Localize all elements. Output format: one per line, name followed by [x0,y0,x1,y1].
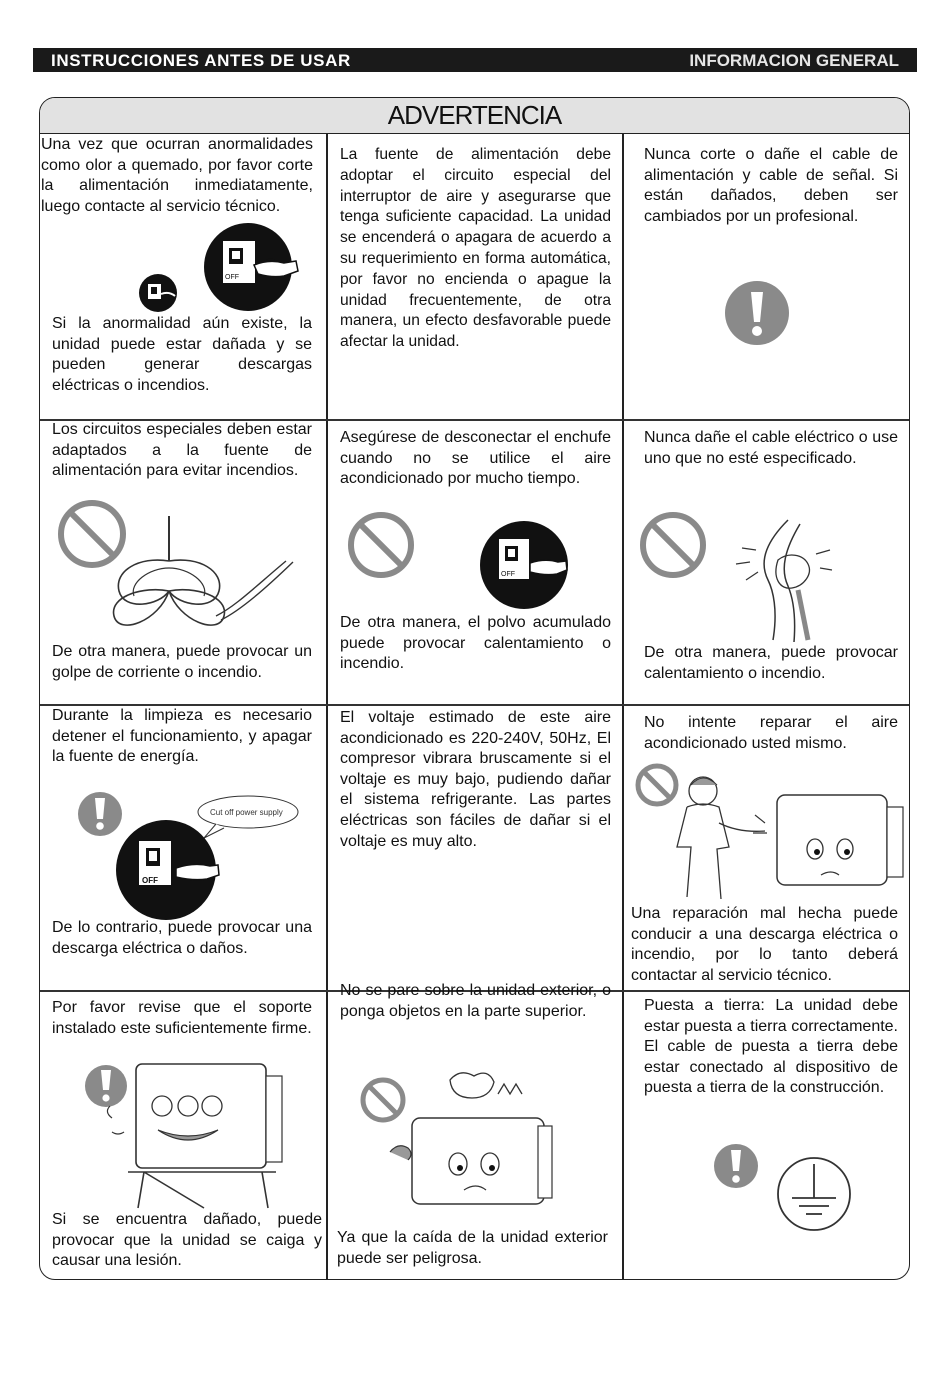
r2c2-text2: De otra manera, el polvo acumulado puede provocar calentamiento o incendio. [340,614,611,673]
warning-title: ADVERTENCIA [40,98,909,134]
column-divider [622,133,624,1280]
r1c1-text2: Si la anormalidad aún existe, la unidad puede estar dañada y se pueden generar descargas eléctricas o incendios. [52,315,312,394]
no-standing-on-unit-illustration [350,1060,560,1210]
page-header [33,48,917,72]
r3c3-text2: Una reparación mal hecha puede conducir a una descarga eléctrica o incendio, por lo tanto deberá contactar al servicio técnico. [631,905,898,984]
damaged-cable-illustration [638,510,848,645]
header-left-title: INSTRUCCIONES ANTES DE USAR [51,51,351,70]
r4c1-text: Por favor revise que el soporte instalado este suficientemente firme. [52,999,312,1037]
ground-symbol-illustration [712,1142,862,1238]
column-divider [326,133,328,1280]
r2c1-text: Los circuitos especiales deben estar adaptados a la fuente de alimentación para evitar incendios. [52,421,312,480]
r2c3-text2: De otra manera, puede provocar calentamiento o incendio. [644,644,898,682]
r2c3-text: Nunca dañe el cable eléctrico o use uno que no esté especificado. [644,429,898,467]
r2c2-text: Asegúrese de desconectar el enchufe cuando no se utilice el aire acondicionado por mucho tiempo. [340,429,611,488]
r1c1-text: Una vez que ocurran anormalidades como olor a quemado, por favor corte la alimentación inmediatamente, luego contacte al servicio técnico. [41,136,313,215]
self-repair-illustration [635,763,910,903]
svg-text:OFF: OFF [225,274,239,281]
svg-text:OFF: OFF [142,876,158,885]
r1c2-text: La fuente de alimentación debe adoptar el circuito especial del interruptor de aire y asegurarse que tenga suficiente capacidad. La unidad se encenderá o apagara de acuerdo a su requerimiento en forma automática, por favor no encienda o apague la unidad frecuentemente, de otra manera, un efecto desfavorable puede afectar la unidad. [340,146,611,351]
r3c2-text: El voltaje estimado de este aire acondicionado es 220-240V, 50Hz, El compresor vibrara bruscamente si el voltaje es muy bajo, pudiendo dañar el sistema refrigerante. Las partes eléctricas son fáciles de dañar si el voltaje es muy alto. [340,709,611,850]
unplug-illustration [346,510,576,612]
power-switch-icon [136,222,301,318]
header-right-title: INFORMACION GENERAL [689,51,899,70]
cut-off-power-illustration [76,790,306,920]
unstable-bracket-illustration [84,1060,284,1210]
r4c2-text: No se pare sobre la unidad exterior, o ponga objetos en la parte superior. [340,982,611,1020]
r2c1-text2: De otra manera, puede provocar un golpe de corriente o incendio. [52,643,312,681]
r4c1-text2: Si se encuentra dañado, puede provocar que la unidad se caiga y causar una lesión. [52,1211,322,1270]
svg-text:OFF: OFF [501,571,515,578]
exclamation-icon [724,280,790,346]
r3c1-text: Durante la limpieza es necesario detener el funcionamiento, y apagar la fuente de energía. [52,707,312,766]
r4c2-text2: Ya que la caída de la unidad exterior puede ser peligrosa. [337,1229,608,1267]
r3c3-text: No intente reparar el aire acondicionado usted mismo. [644,714,898,752]
svg-text:Cut off power supply: Cut off power supply [210,808,283,817]
coiled-cable-illustration [56,498,301,648]
r3c1-text2: De lo contrario, puede provocar una descarga eléctrica o daños. [52,919,312,957]
r4c3-text: Puesta a tierra: La unidad debe estar puesta a tierra correctamente. El cable de puesta a tierra debe estar conectado al dispositivo de puesta a tierra de la construcción. [644,997,898,1097]
r1c3-text: Nunca corte o dañe el cable de alimentación y cable de señal. Si están dañados, deben ser cambiados por un profesional. [644,146,898,225]
warning-table [39,97,910,1280]
